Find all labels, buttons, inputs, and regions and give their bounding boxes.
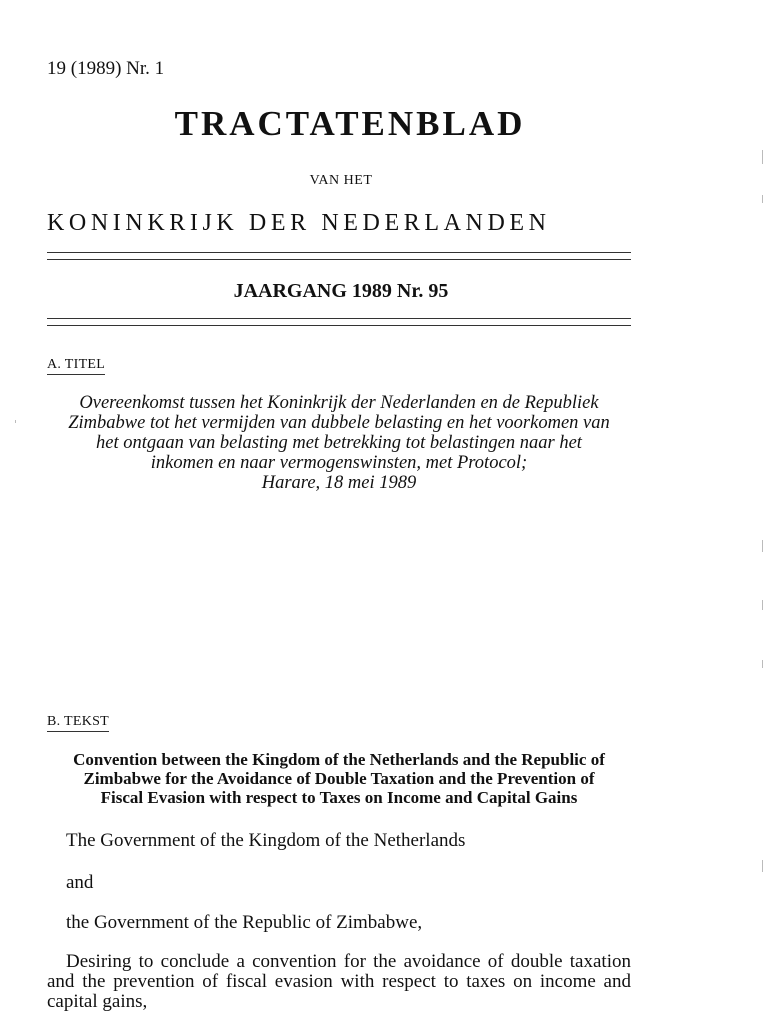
rule-top-2 [47, 259, 631, 260]
scan-artifact [762, 195, 763, 203]
party-conjunction: and [66, 872, 94, 893]
scan-artifact [762, 660, 763, 668]
scan-artifact [762, 540, 763, 552]
document-reference: 19 (1989) Nr. 1 [47, 58, 165, 79]
section-b-label: B. TEKST [47, 714, 109, 732]
english-title-line: Convention between the Kingdom of the Netherlands and the Republic of [73, 750, 605, 769]
kingdom-heading: KONINKRIJK DER NEDERLANDEN [47, 210, 551, 236]
rule-bottom-1 [47, 318, 631, 319]
scan-artifact [762, 600, 763, 610]
dutch-title-line: het ontgaan van belasting met betrekking tot belastingen naar het [96, 433, 582, 453]
scan-artifact [762, 150, 763, 164]
preamble-paragraph: Desiring to conclude a convention for the avoidance of double taxation and the prevention of fiscal evasion with respect to taxes on income and capital gains, [47, 951, 631, 1012]
dutch-title-line: inkomen en naar vermogenswinsten, met Protocol; [150, 453, 528, 473]
publication-subtitle: VAN HET [309, 173, 373, 188]
party-netherlands: The Government of the Kingdom of the Netherlands [66, 830, 466, 851]
volume-number: JAARGANG 1989 Nr. 95 [233, 280, 449, 302]
section-a-label: A. TITEL [47, 357, 105, 375]
rule-bottom-2 [47, 325, 631, 326]
english-title-line: Zimbabwe for the Avoidance of Double Taxation and the Prevention of [83, 769, 595, 788]
english-title-line: Fiscal Evasion with respect to Taxes on Income and Capital Gains [100, 788, 578, 807]
party-zimbabwe: the Government of the Republic of Zimbabwe, [66, 912, 423, 933]
dutch-title-place-date: Harare, 18 mei 1989 [261, 473, 417, 493]
scan-artifact [762, 860, 763, 872]
dutch-title-line: Overeenkomst tussen het Koninkrijk der Nederlanden en de Republiek [79, 393, 599, 413]
publication-title: TRACTATENBLAD [174, 104, 526, 143]
dutch-title [44, 393, 634, 493]
dutch-title-line: Zimbabwe tot het vermijden van dubbele belasting en het voorkomen van [68, 413, 610, 433]
scan-artifact [15, 420, 16, 423]
rule-top-1 [47, 252, 631, 253]
english-title [44, 750, 634, 807]
